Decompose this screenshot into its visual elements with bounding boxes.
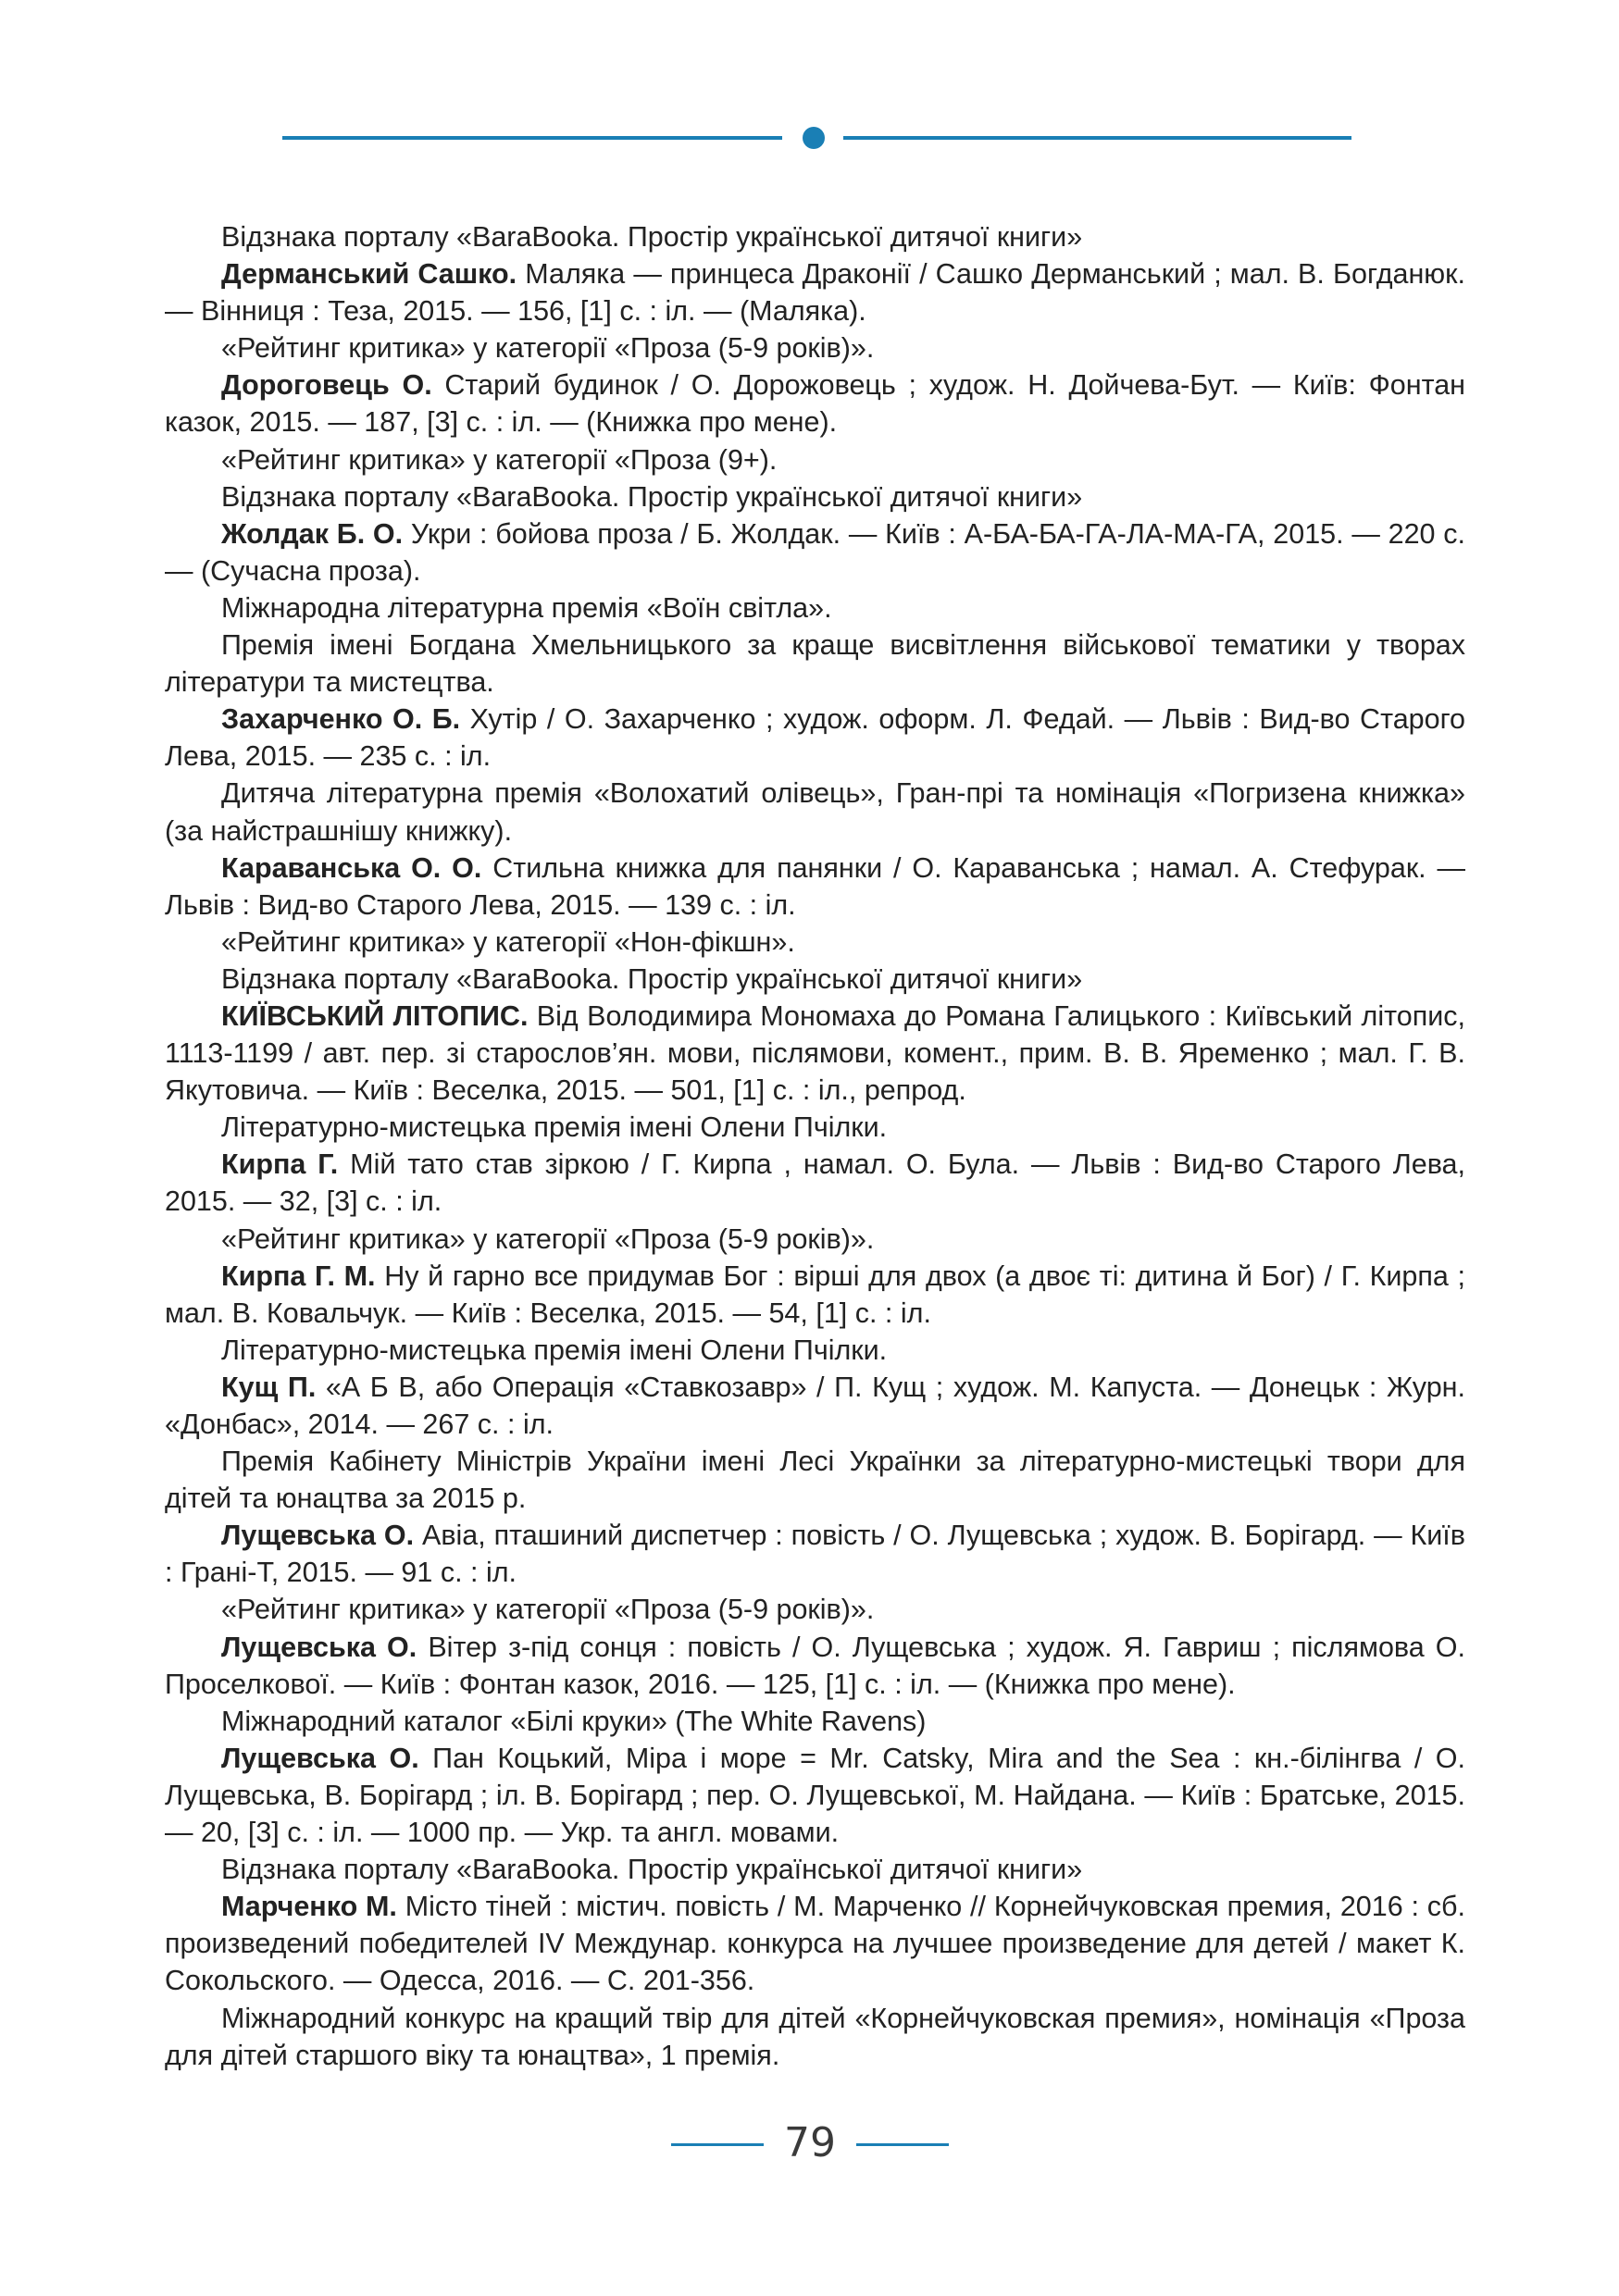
entry-author: Кущ П.	[221, 1371, 317, 1403]
entry-text: Відзнака порталу «BaraBooka. Простір української дитячої книги»	[221, 480, 1083, 513]
bibliography-entry	[165, 1740, 1465, 1851]
award-note	[165, 218, 1465, 255]
award-note	[165, 1591, 1465, 1628]
entry-text: Укри : бойова проза / Б. Жолдак. — Київ : А-БА-БА-ГА-ЛА-МА-ГА, 2015. — 220 с. — (Сучасна проза).	[165, 517, 1466, 587]
bibliography-entry	[165, 1629, 1465, 1703]
bibliography-entry	[165, 1517, 1465, 1591]
bibliography-entry	[165, 1146, 1465, 1220]
entry-text: Старий будинок / О. Дорожовець ; худож. Н. Дойчева-Бут. — Київ: Фонтан казок, 2015. — 187, [3] с. : іл. — (Книжка про мене).	[165, 369, 1466, 439]
award-note	[165, 775, 1465, 849]
entry-author: Кирпа Г.	[221, 1148, 339, 1181]
bibliography-entry	[165, 1888, 1465, 1999]
entry-author: Караванська О. О.	[221, 851, 482, 884]
entry-text: Міжнародна літературна премія «Воїн світла».	[221, 591, 832, 624]
bibliography-entry	[165, 515, 1465, 590]
entry-text: «Рейтинг критика» у категорії «Проза (5-9 років)».	[221, 1594, 875, 1626]
entry-text: «Рейтинг критика» у категорії «Проза (9+).	[221, 443, 778, 476]
entry-text: Літературно-мистецька премія імені Олени Пчілки.	[221, 1334, 888, 1366]
award-note	[165, 1221, 1465, 1258]
entry-text: «А Б В, або Операція «Ставкозавр» / П. Кущ ; худож. М. Капуста. — Донецьк : Журн. «Донбас», 2014. — 267 с. : іл.	[165, 1371, 1465, 1440]
entry-author: Жолдак Б. О.	[221, 517, 404, 550]
entry-text: Авіа, пташиний диспетчер : повість / О. Лущевська ; худож. В. Борігард. — Київ : Грані-Т, 2015. — 91 с. : іл.	[165, 1520, 1465, 1589]
entry-text: Місто тіней : містич. повість / М. Марченко // Корнейчуковская премия, 2016 : сб. произведений победителей IV Междунар. конкурса на лучшее произведение для детей / макет К. Сокольского. — Одесса, 2016. — С. 201-356.	[165, 1891, 1465, 1997]
entry-text: Мій тато став зіркою / Г. Кирпа , намал. О. Була. — Львів : Вид-во Старого Лева, 2015. — 32, [3] с. : іл.	[165, 1148, 1465, 1218]
entry-text: Вітер з-під сонця : повість / О. Лущевська ; худож. Я. Гавриш ; післямова О. Проселкової. — Київ : Фонтан казок, 2016. — 125, [1] с. : іл. — (Книжка про мене).	[165, 1631, 1465, 1700]
entry-text: Міжнародний каталог «Білі круки» (The White Ravens)	[221, 1705, 927, 1737]
award-note	[165, 1443, 1465, 1517]
footer-right-line	[856, 2143, 949, 2146]
award-note	[165, 441, 1465, 478]
bibliography-entry	[165, 1369, 1465, 1443]
bibliography-entry	[165, 1258, 1465, 1332]
award-note	[165, 1332, 1465, 1369]
bibliography-list	[165, 218, 1465, 2074]
entry-text: Пан Коцький, Міра і море = Mr. Catsky, Mira and the Sea : кн.-білінгва / О. Лущевська, В. Борігард ; іл. В. Борігард ; пер. О. Лущевської, М. Найдана. — Київ : Братське, 2015. — 20, [3] с. : іл. — 1000 пр. — Укр. та англ. мовами.	[165, 1742, 1465, 1849]
award-note	[165, 1851, 1465, 1888]
entry-author: Лущевська О.	[221, 1631, 417, 1663]
award-note	[165, 590, 1465, 627]
entry-author: Марченко М.	[221, 1891, 397, 1923]
bibliography-entry	[165, 366, 1465, 441]
top-rule-left-line	[282, 136, 782, 140]
top-rule-right-line	[843, 136, 1351, 140]
entry-text: Відзнака порталу «BaraBooka. Простір української дитячої книги»	[221, 1854, 1083, 1886]
entry-text: Літературно-мистецька премія імені Олени Пчілки.	[221, 1111, 888, 1144]
top-decorative-rule	[282, 132, 1351, 143]
award-note	[165, 478, 1465, 515]
top-rule-dot	[803, 127, 825, 149]
award-note	[165, 961, 1465, 998]
entry-text: Премія Кабінету Міністрів України імені Лесі Українки за літературно-мистецькі твори для дітей та юнацтва за 2015 р.	[165, 1446, 1465, 1515]
entry-text: Хутір / О. Захарченко ; худож. оформ. Л. Федай. — Львів : Вид-во Старого Лева, 2015. — 235 с. : іл.	[165, 703, 1465, 773]
award-note	[165, 2000, 1465, 2074]
entry-author: КИЇВСЬКИЙ ЛІТОПИС.	[221, 999, 529, 1032]
entry-text: «Рейтинг критика» у категорії «Нон-фікшн».	[221, 925, 795, 958]
entry-text: Стильна книжка для панянки / О. Караванська ; намал. А. Стефурак. — Львів : Вид-во Старого Лева, 2015. — 139 с. : іл.	[165, 851, 1466, 921]
entry-author: Лущевська О.	[221, 1520, 415, 1552]
entry-text: Премія імені Богдана Хмельницького за краще висвітлення військової тематики у творах літератури та мистецтва.	[165, 629, 1465, 699]
award-note	[165, 1703, 1465, 1740]
entry-text: Маляка — принцеса Драконії / Сашко Дерманський ; мал. В. Богданюк. — Вінниця : Теза, 2015. — 156, [1] с. : іл. — (Маляка).	[165, 258, 1465, 328]
award-note	[165, 1109, 1465, 1146]
award-note	[165, 627, 1465, 701]
bibliography-entry	[165, 998, 1465, 1109]
entry-text: «Рейтинг критика» у категорії «Проза (5-9 років)».	[221, 1222, 875, 1255]
entry-text: Відзнака порталу «BaraBooka. Простір української дитячої книги»	[221, 962, 1083, 995]
entry-text: «Рейтинг критика» у категорії «Проза (5-9 років)».	[221, 332, 875, 365]
entry-author: Кирпа Г. М.	[221, 1260, 376, 1292]
award-note	[165, 329, 1465, 366]
bibliography-entry	[165, 255, 1465, 329]
page-footer	[671, 2117, 949, 2173]
entry-author: Дороговець О.	[221, 369, 432, 402]
entry-author: Дерманський Сашко.	[221, 258, 517, 291]
footer-left-line	[671, 2143, 764, 2146]
bibliography-entry	[165, 701, 1465, 775]
entry-text: Відзнака порталу «BaraBooka. Простір української дитячої книги»	[221, 221, 1083, 253]
award-note	[165, 924, 1465, 961]
page-number: 79	[784, 2119, 836, 2166]
entry-text: Ну й гарно все придумав Бог : вірші для двох (а двоє ті: дитина й Бог) / Г. Кирпа ; мал. В. Ковальчук. — Київ : Веселка, 2015. — 54, [1] с. : іл.	[165, 1260, 1465, 1329]
bibliography-entry	[165, 850, 1465, 924]
entry-text: Міжнародний конкурс на кращий твір для дітей «Корнейчуковская премия», номінація «Проза для дітей старшого віку та юнацтва», 1 премія.	[165, 2002, 1465, 2071]
entry-author: Лущевська О.	[221, 1742, 419, 1774]
entry-text: Від Володимира Мономаха до Романа Галицького : Київський літопис, 1113-1199 / авт. пер. зі старослов’ян. мови, післямови, комент., прим. В. В. Яременко ; мал. Г. В. Якутовича. — Київ : Веселка, 2015. — 501, [1] с. : іл., репрод.	[165, 999, 1465, 1107]
entry-author: Захарченко О. Б.	[221, 703, 461, 736]
entry-text: Дитяча літературна премія «Волохатий олівець», Гран-прі та номінація «Погризена книжка» (за найстрашнішу книжку).	[165, 777, 1465, 847]
